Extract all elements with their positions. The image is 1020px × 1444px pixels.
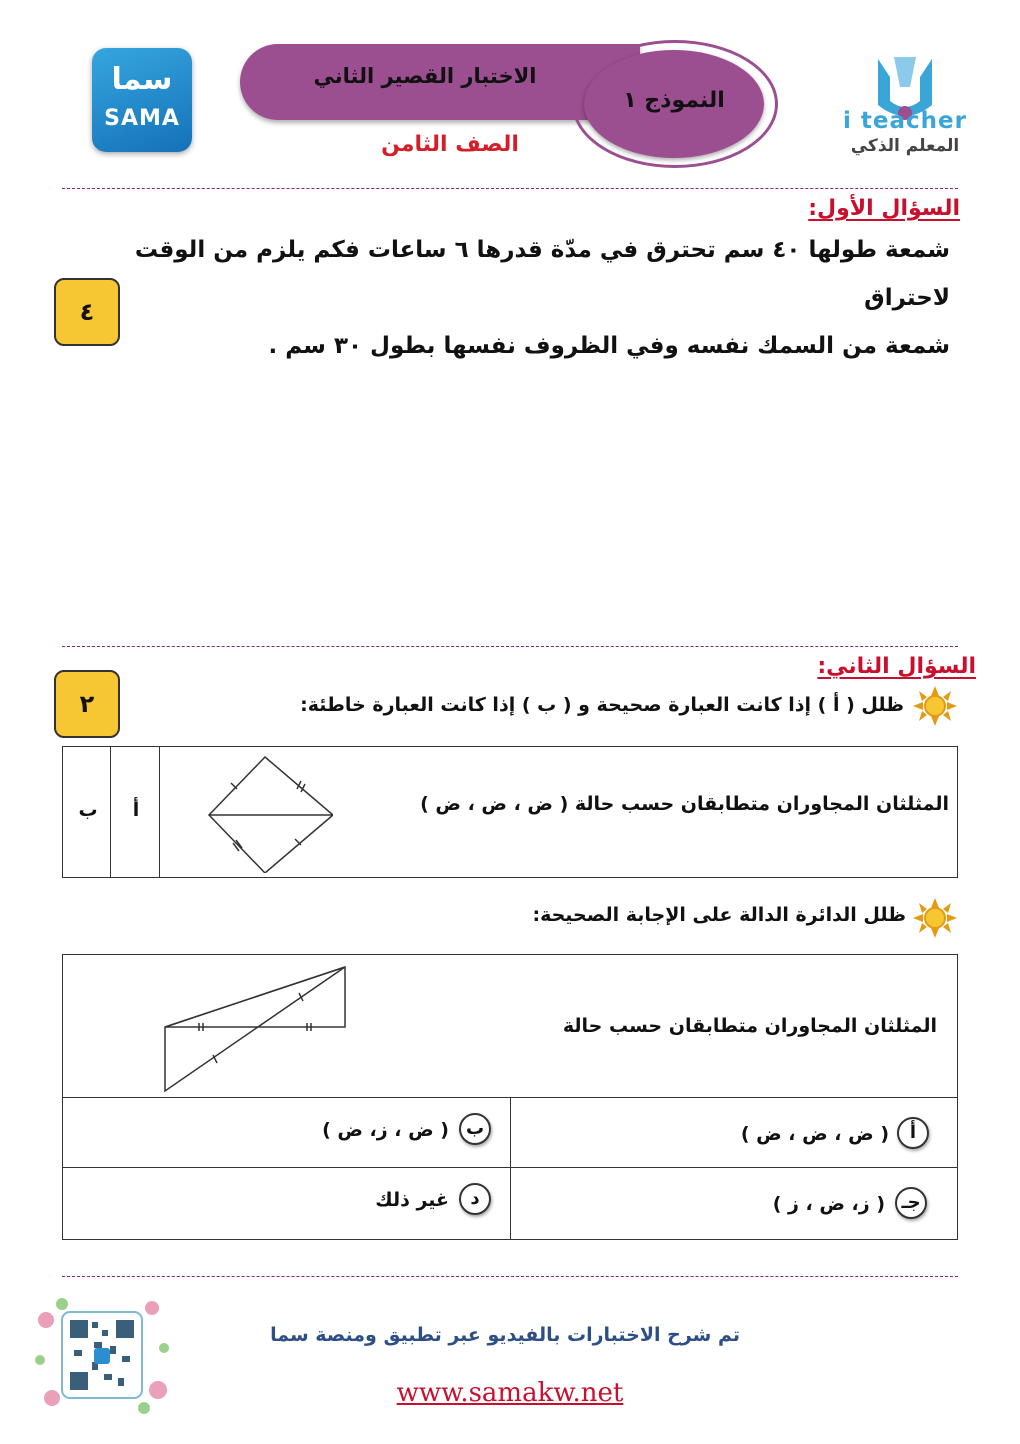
rhombus-figure (203, 753, 333, 873)
quiz-title: الاختبار القصير الثاني (313, 64, 537, 88)
sama-logo (92, 48, 192, 152)
question1-line1: شمعة طولها ٤٠ سم تحترق في مدّة قدرها ٦ ساعات فكم يلزم من الوقت لاحتراق (134, 237, 950, 311)
multiple-choice-table (62, 954, 958, 1240)
option-d-text: غير ذلك (375, 1189, 449, 1211)
question1-score: ٤ (54, 278, 120, 346)
column-divider (110, 747, 111, 877)
answer-space[interactable] (62, 370, 958, 620)
iteacher-arabic: المعلم الذكي (850, 136, 960, 156)
part1-instruction: ظلل ( أ ) إذا كانت العبارة صحيحة و ( ب ) إذا كانت العبارة خاطئة: (300, 694, 904, 716)
option-d-circle[interactable]: د (459, 1183, 491, 1215)
question2-score: ٢ (54, 670, 120, 738)
option-a-text: ( ض ، ض ، ض ) (740, 1123, 889, 1145)
option-c-circle[interactable]: جـ (895, 1187, 927, 1219)
grade-label: الصف الثامن (381, 132, 519, 157)
sama-logo-arabic: سما (111, 62, 173, 97)
part1-statement: المثلثان المجاوران متطابقان حسب حالة ( ض ، ض ، ض ) (420, 793, 949, 815)
option-b-cell[interactable]: ب (78, 799, 98, 821)
sun-icon (910, 898, 960, 938)
question1-text (60, 226, 950, 370)
true-false-table (62, 746, 958, 878)
option-c-text: ( ز، ض ، ز ) (772, 1193, 885, 1215)
question1-line2: شمعة من السمك نفسه وفي الظروف نفسها بطول ٣٠ سم . (268, 333, 950, 359)
option-b-circle[interactable]: ب (459, 1113, 491, 1145)
qr-code-icon (32, 1290, 172, 1420)
divider (62, 1276, 958, 1277)
question1-heading: السؤال الأول: (808, 196, 960, 221)
option-b-text: ( ض ، ز، ض ) (322, 1119, 449, 1141)
part2-statement: المثلثان المجاوران متطابقان حسب حالة (562, 1015, 937, 1037)
column-divider (159, 747, 160, 877)
footer-link[interactable]: www.samakw.net (396, 1378, 624, 1408)
divider (62, 646, 958, 647)
model-label: النموذج ١ (623, 88, 725, 113)
iteacher-english: i teacher (843, 108, 967, 134)
sama-logo-english: SAMA (104, 106, 180, 131)
triangles-figure (159, 963, 349, 1095)
question2-heading: السؤال الثاني: (817, 654, 976, 679)
option-a-cell[interactable]: أ (132, 799, 140, 821)
divider (62, 188, 958, 189)
part2-instruction: ظلل الدائرة الدالة على الإجابة الصحيحة: (532, 904, 906, 926)
column-divider (510, 1097, 511, 1239)
footer-note: تم شرح الاختبارات بالفيديو عبر تطبيق ومنصة سما (270, 1324, 740, 1346)
sun-icon (910, 686, 960, 726)
option-a-circle[interactable]: أ (897, 1117, 929, 1149)
